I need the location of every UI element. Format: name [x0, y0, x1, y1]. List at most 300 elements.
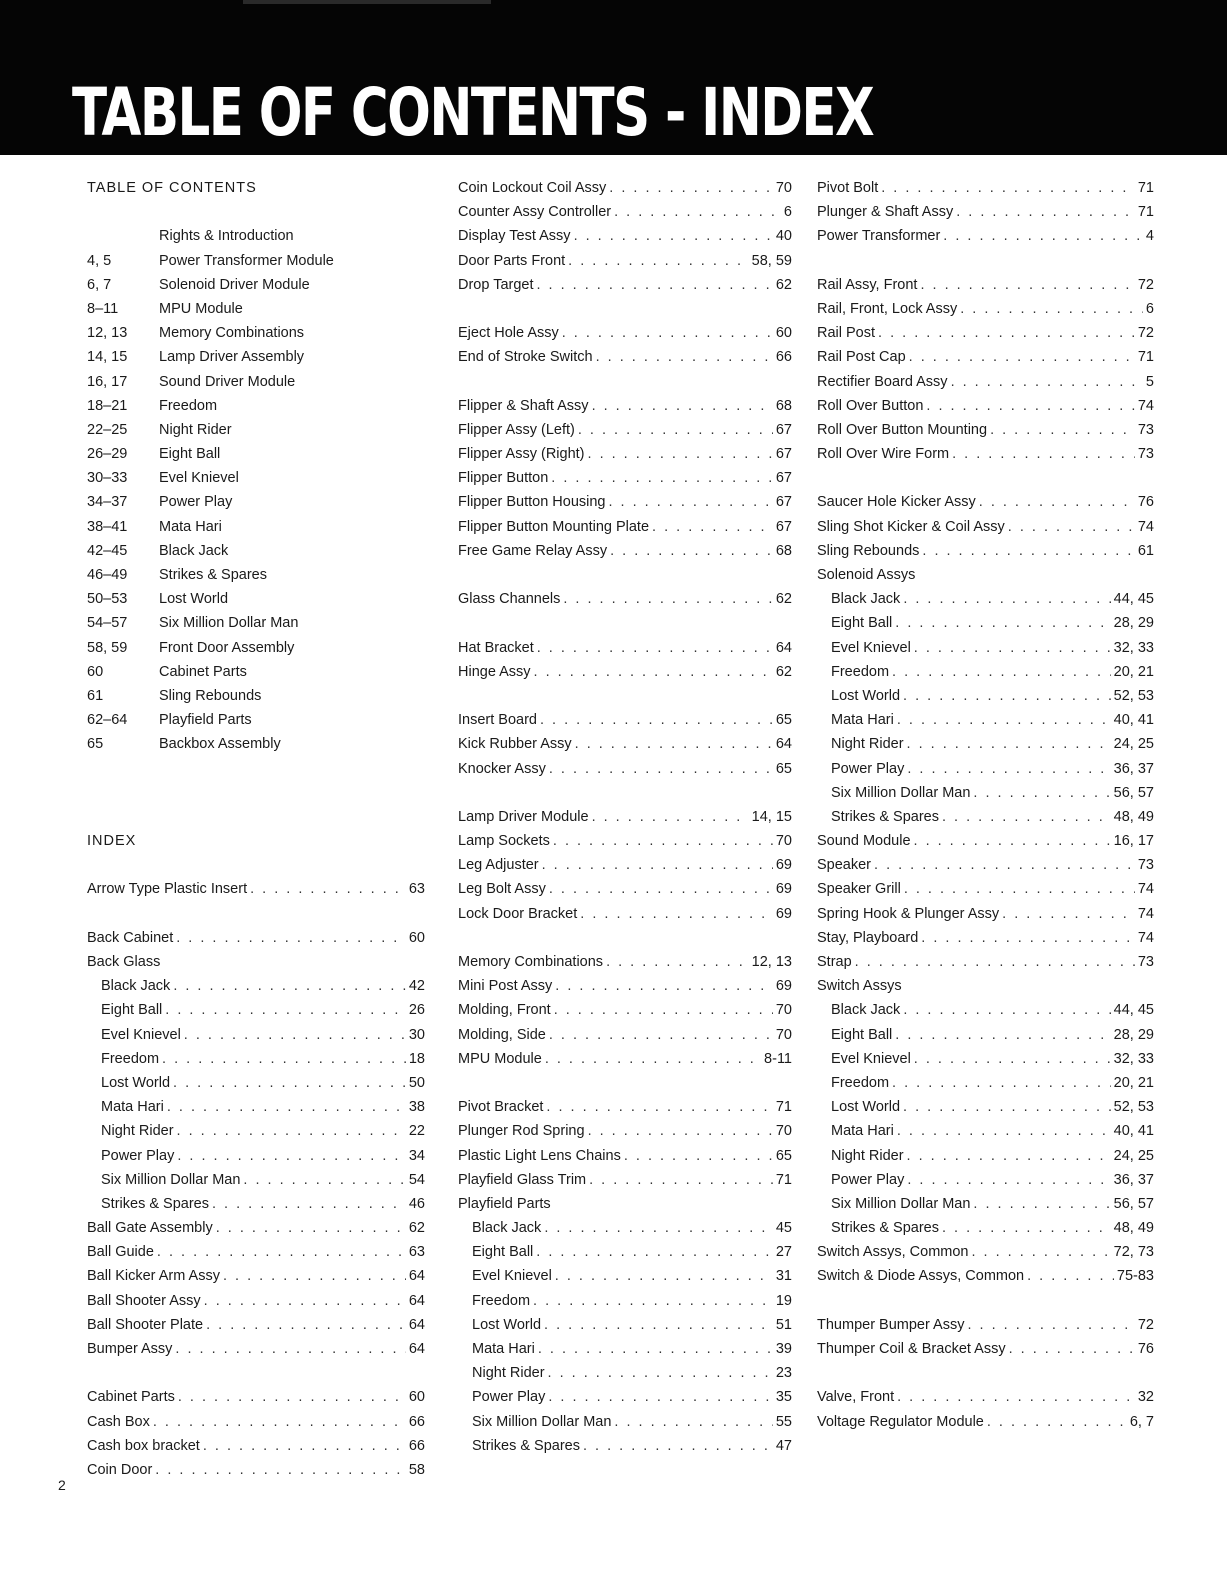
index-entry	[817, 1047, 1154, 1071]
index-entry-title: Six Million Dollar Man	[101, 1171, 241, 1188]
index-entry	[87, 1337, 425, 1361]
leader-dots	[562, 321, 773, 345]
index-entry	[817, 1144, 1154, 1168]
index-entry-title: Flipper Button Mounting Plate	[458, 518, 650, 535]
index-entry	[817, 853, 1154, 877]
index-entry	[817, 1385, 1154, 1409]
leader-dots	[1027, 1264, 1114, 1288]
index-entry-page: 71	[775, 1099, 792, 1116]
index-entry-title: Memory Combinations	[458, 954, 604, 970]
banner-rule	[243, 0, 491, 4]
toc-row-title: MPU Module	[159, 300, 243, 317]
index-entry-title: Flipper Assy (Right)	[458, 446, 585, 463]
leader-dots	[549, 1023, 773, 1047]
leader-dots	[1002, 902, 1135, 926]
leader-dots	[157, 1240, 406, 1264]
index-entry-title: Molding, Side	[458, 1026, 546, 1043]
leader-dots	[907, 1168, 1110, 1192]
leader-dots	[545, 1047, 761, 1071]
index-entry-page: 58	[408, 1461, 425, 1478]
leader-dots	[167, 1095, 406, 1119]
index-entry-title: Glass Channels	[458, 591, 561, 608]
index-entry-page: 63	[408, 881, 425, 898]
index-entry	[458, 1216, 792, 1240]
index-entry-title: Strap	[817, 954, 852, 970]
index-entry-page: 24, 25	[1113, 736, 1154, 753]
index-entry-page: 12, 13	[751, 954, 792, 970]
toc-row	[87, 370, 425, 394]
index-entry	[458, 490, 792, 514]
leader-dots	[537, 636, 773, 660]
spacer	[458, 684, 792, 708]
leader-dots	[909, 345, 1135, 369]
index-entry-page: 70	[775, 833, 792, 850]
leader-dots	[895, 611, 1110, 635]
index-entry-page: 62	[408, 1220, 425, 1237]
index-entry-title: Ball Kicker Arm Assy	[87, 1268, 220, 1285]
leader-dots	[926, 394, 1134, 418]
toc-heading: TABLE OF CONTENTS	[87, 180, 257, 196]
index-entry	[458, 1264, 792, 1288]
index-entry-page: 72	[1137, 276, 1154, 293]
index-entry	[458, 273, 792, 297]
index-entry-title: Eight Ball	[831, 615, 893, 632]
toc-row-title: Power Play	[159, 494, 233, 511]
index-entry-title: Arrow Type Plastic Insert	[87, 881, 248, 898]
toc-row-pages: 14, 15	[87, 349, 128, 366]
leader-dots	[548, 1361, 773, 1385]
index-entry	[817, 1313, 1154, 1337]
index-entry	[458, 998, 792, 1022]
index-entry-page: 73	[1137, 954, 1154, 970]
toc-row	[87, 611, 425, 635]
index-entry-page: 56, 57	[1113, 784, 1154, 801]
toc-row-title: Six Million Dollar Man	[159, 615, 299, 632]
index-entry-title: Ball Gate Assembly	[87, 1220, 213, 1237]
index-entry-page: 67	[775, 446, 792, 463]
spacer	[817, 466, 1154, 490]
index-entry	[817, 877, 1154, 901]
index-entry-title: Strikes & Spares	[472, 1437, 580, 1454]
index-entry-page: 44, 45	[1113, 591, 1154, 608]
index-entry-page: 20, 21	[1113, 1074, 1154, 1091]
leader-dots	[204, 1289, 406, 1313]
toc-row-pages: 65	[87, 736, 104, 753]
index-entry-title: Stay, Playboard	[817, 929, 919, 946]
index-entry-title: Playfield Glass Trim	[458, 1171, 587, 1188]
index-entry-title: Free Game Relay Assy	[458, 542, 608, 559]
index-entry-page: 36, 37	[1113, 1171, 1154, 1188]
index-entry-page: 62	[775, 663, 792, 680]
index-entry-page: 28, 29	[1113, 615, 1154, 632]
index-entry-page: 18	[408, 1050, 425, 1067]
toc-row	[87, 466, 425, 490]
index-entry-title: Spring Hook & Plunger Assy	[817, 905, 1000, 922]
index-entry	[458, 636, 792, 660]
index-entry	[458, 515, 792, 539]
toc-row-title: Power Transformer Module	[159, 252, 334, 269]
leader-dots	[895, 1023, 1110, 1047]
leader-dots	[952, 442, 1135, 466]
toc-row-title: Cabinet Parts	[159, 663, 247, 680]
index-entry-page: 45	[775, 1220, 792, 1237]
leader-dots	[942, 805, 1111, 829]
index-entry	[458, 757, 792, 781]
page-number: 2	[58, 1477, 66, 1493]
toc-row	[87, 442, 425, 466]
index-entry-title: Power Play	[101, 1147, 175, 1164]
leader-dots	[904, 877, 1135, 901]
leader-dots	[537, 273, 773, 297]
index-entry-title: Strikes & Spares	[831, 1220, 939, 1237]
index-entry	[87, 974, 425, 998]
index-entry-page: 4	[1145, 228, 1154, 245]
title-banner	[0, 0, 1227, 155]
index-entry-title: Flipper Assy (Left)	[458, 421, 575, 438]
index-entry-page: 6	[783, 204, 792, 221]
index-entry-title: Mata Hari	[101, 1099, 164, 1116]
index-entry-page: 70	[775, 1123, 792, 1140]
spacer	[458, 926, 792, 950]
leader-dots	[538, 1337, 773, 1361]
index-entry	[458, 1095, 792, 1119]
leader-dots	[536, 1240, 773, 1264]
index-entry	[87, 1192, 425, 1216]
index-entry-title: Insert Board	[458, 712, 537, 729]
index-entry	[817, 224, 1154, 248]
index-entry	[817, 563, 1154, 587]
index-entry-title: Molding, Front	[458, 1002, 551, 1019]
index-entry-page: 64	[775, 639, 792, 656]
toc-row-pages: 42–45	[87, 542, 128, 559]
index-entry	[817, 926, 1154, 950]
index-entry-title: Roll Over Button	[817, 397, 924, 414]
index-entry-title: Voltage Regulator Module	[817, 1413, 984, 1430]
leader-dots	[610, 539, 773, 563]
index-entry	[458, 805, 792, 829]
index-entry-title: Black Jack	[101, 978, 171, 995]
leader-dots	[175, 1337, 405, 1361]
index-entry-title: Lost World	[101, 1074, 171, 1091]
index-entry-title: Bumper Assy	[87, 1341, 173, 1357]
index-entry-page: 23	[775, 1365, 792, 1382]
spacer	[817, 1289, 1154, 1313]
index-entry-title: Switch & Diode Assys, Common	[817, 1268, 1025, 1285]
index-entry-title: Sling Rebounds	[817, 542, 920, 559]
index-entry-title: Display Test Assy	[458, 228, 571, 245]
index-entry-page: 73	[1137, 857, 1154, 874]
index-entry	[458, 466, 792, 490]
toc-row-pages: 38–41	[87, 518, 128, 535]
index-entry-title: MPU Module	[458, 1050, 542, 1067]
toc-row	[87, 636, 425, 660]
leader-dots	[578, 418, 773, 442]
index-entry	[87, 1240, 425, 1264]
index-entry	[817, 394, 1154, 418]
leader-dots	[907, 1144, 1111, 1168]
leader-dots	[165, 998, 406, 1022]
index-entry	[817, 1216, 1154, 1240]
index-entry-page: 6	[1145, 300, 1154, 317]
index-entry	[458, 1240, 792, 1264]
index-entry-title: Black Jack	[831, 591, 901, 608]
index-entry-title: Eight Ball	[472, 1244, 534, 1261]
index-entry-page: 31	[775, 1268, 792, 1285]
spacer	[817, 1361, 1154, 1385]
toc-row-pages: 6, 7	[87, 276, 112, 293]
leader-dots	[973, 1192, 1110, 1216]
index-entry-title: Night Rider	[831, 1147, 904, 1164]
index-entry-title: Door Parts Front	[458, 252, 566, 269]
spacer	[458, 563, 792, 587]
leader-dots	[897, 1385, 1135, 1409]
leader-dots	[153, 1410, 406, 1434]
leader-dots	[549, 877, 773, 901]
leader-dots	[580, 902, 773, 926]
toc-row-pages: 58, 59	[87, 639, 128, 656]
index-entry-page: 65	[775, 760, 792, 777]
index-entry-title: Freedom	[101, 1050, 160, 1067]
index-entry	[458, 394, 792, 418]
index-entry	[87, 1264, 425, 1288]
leader-dots	[544, 1313, 773, 1337]
index-entry-title: Night Rider	[101, 1123, 174, 1140]
index-entry-title: Eight Ball	[101, 1002, 163, 1019]
index-entry-title: Rectifier Board Assy	[817, 373, 948, 390]
index-entry-page: 71	[1137, 349, 1154, 366]
index-entry-title: Switch Assys, Common	[817, 1244, 969, 1261]
leader-dots	[534, 660, 773, 684]
index-entry-title: Eject Hole Assy	[458, 325, 559, 342]
index-entry-page: 74	[1137, 929, 1154, 946]
index-entry-title: Roll Over Wire Form	[817, 446, 950, 463]
toc-row	[87, 563, 425, 587]
leader-dots	[956, 200, 1135, 224]
index-entry-title: Plastic Light Lens Chains	[458, 1147, 621, 1164]
spacer	[458, 370, 792, 394]
leader-dots	[588, 1119, 773, 1143]
index-entry-page: 76	[1137, 494, 1154, 511]
index-entry-title: Six Million Dollar Man	[472, 1413, 612, 1430]
index-entry	[817, 950, 1154, 974]
leader-dots	[203, 1434, 406, 1458]
toc-row-pages: 54–57	[87, 615, 128, 632]
index-entry-page: 5	[1145, 373, 1154, 390]
index-entry-title: Lost World	[472, 1316, 542, 1333]
index-entry-title: Plunger & Shaft Assy	[817, 204, 954, 221]
index-entry-page: 46	[408, 1195, 425, 1212]
index-entry	[458, 200, 792, 224]
leader-dots	[892, 660, 1111, 684]
index-entry-title: Back Glass	[87, 954, 161, 970]
index-entry-title: Freedom	[831, 1074, 890, 1091]
leader-dots	[907, 732, 1111, 756]
index-entry	[817, 805, 1154, 829]
toc-row	[87, 394, 425, 418]
index-entry-page: 60	[408, 929, 425, 946]
index-entry-page: 22	[408, 1123, 425, 1140]
index-entry	[817, 1337, 1154, 1361]
leader-dots	[563, 587, 773, 611]
index-entry-title: Drop Target	[458, 276, 534, 293]
index-entry-page: 14, 15	[751, 808, 792, 825]
column-left	[87, 176, 425, 1482]
toc-row-pages: 22–25	[87, 421, 128, 438]
index-entry-title: Counter Assy Controller	[458, 204, 612, 221]
index-entry-title: Night Rider	[472, 1365, 545, 1382]
index-entry	[817, 660, 1154, 684]
index-entry-page: 65	[775, 1147, 792, 1164]
leader-dots	[176, 926, 406, 950]
index-entry-page: 73	[1137, 446, 1154, 463]
index-entry-page: 28, 29	[1113, 1026, 1154, 1043]
index-entry-title: Power Play	[831, 1171, 905, 1188]
index-entry-page: 55	[775, 1413, 792, 1430]
toc-row-title: Lost World	[159, 591, 229, 608]
spacer	[87, 1361, 425, 1385]
index-entry-title: Leg Adjuster	[458, 857, 539, 874]
index-entry	[87, 1313, 425, 1337]
index-entry-page: 27	[775, 1244, 792, 1261]
index-entry	[458, 1313, 792, 1337]
index-entry	[458, 1337, 792, 1361]
leader-dots	[903, 1095, 1111, 1119]
index-entry-title: Ball Shooter Plate	[87, 1316, 204, 1333]
leader-dots	[1008, 515, 1135, 539]
index-entry-page: 74	[1137, 881, 1154, 898]
index-entry-page: 72	[1137, 325, 1154, 342]
leader-dots	[1009, 1337, 1135, 1361]
index-entry	[817, 490, 1154, 514]
index-entry-title: Pivot Bracket	[458, 1099, 544, 1116]
toc-row	[87, 249, 425, 273]
toc-row-title: Sling Rebounds	[159, 687, 262, 704]
index-entry-title: Rail Post	[817, 325, 876, 342]
index-entry-title: Rail, Front, Lock Assy	[817, 300, 958, 317]
index-entry	[458, 1144, 792, 1168]
index-entry-page: 40	[775, 228, 792, 245]
index-entry	[817, 829, 1154, 853]
index-entry-page: 65	[775, 712, 792, 729]
index-entry-page: 71	[1137, 204, 1154, 221]
index-entry-page: 39	[775, 1341, 792, 1357]
leader-dots	[206, 1313, 406, 1337]
index-entry-title: Mata Hari	[831, 1123, 894, 1140]
index-entry-page: 76	[1137, 1341, 1154, 1357]
leader-dots	[855, 950, 1135, 974]
leader-dots	[177, 1144, 406, 1168]
index-entry	[817, 1240, 1154, 1264]
leader-dots	[903, 587, 1110, 611]
index-entry	[458, 660, 792, 684]
index-entry-page: 72	[1137, 1316, 1154, 1333]
index-entry	[458, 732, 792, 756]
index-entry	[458, 321, 792, 345]
index-entry	[87, 1144, 425, 1168]
spacer	[458, 1071, 792, 1095]
toc-row-title: Night Rider	[159, 421, 232, 438]
index-entry	[458, 224, 792, 248]
index-entry-page: 69	[775, 857, 792, 874]
leader-dots	[967, 1313, 1134, 1337]
toc-row	[87, 345, 425, 369]
index-entry-page: 64	[775, 736, 792, 753]
index-entry	[458, 176, 792, 200]
index-entry-title: Six Million Dollar Man	[831, 784, 971, 801]
index-entry-page: 30	[408, 1026, 425, 1043]
toc-row-pages: 4, 5	[87, 252, 112, 269]
index-entry-title: Flipper Button	[458, 470, 549, 487]
leader-dots	[990, 418, 1135, 442]
index-entry	[817, 974, 1154, 998]
index-entry-page: 40, 41	[1113, 1123, 1154, 1140]
index-entry-title: Playfield Parts	[458, 1195, 551, 1212]
index-entry-title: Strikes & Spares	[831, 808, 939, 825]
leader-dots	[555, 1264, 773, 1288]
index-entry	[817, 732, 1154, 756]
index-entry	[87, 1023, 425, 1047]
index-entry-page: 70	[775, 180, 792, 196]
index-entry-page: 68	[775, 542, 792, 559]
index-entry	[817, 587, 1154, 611]
index-entry-title: Lock Door Bracket	[458, 905, 578, 922]
toc-row	[87, 660, 425, 684]
index-entry-page: 74	[1137, 905, 1154, 922]
index-column-2	[458, 176, 792, 1458]
index-entry	[817, 708, 1154, 732]
index-entry	[817, 1192, 1154, 1216]
index-entry	[817, 684, 1154, 708]
toc-row	[87, 297, 425, 321]
leader-dots	[575, 732, 773, 756]
index-entry	[458, 1119, 792, 1143]
index-entry-title: Thumper Coil & Bracket Assy	[817, 1341, 1006, 1357]
index-entry-title: Flipper Button Housing	[458, 494, 606, 511]
index-entry-title: Evel Knievel	[831, 639, 911, 656]
index-entry-title: Power Transformer	[817, 228, 941, 245]
index-entry	[817, 176, 1154, 200]
leader-dots	[592, 805, 749, 829]
leader-dots	[555, 974, 773, 998]
index-entry-page: 52, 53	[1113, 1099, 1154, 1116]
index-entry-title: Leg Bolt Assy	[458, 881, 546, 898]
index-entry	[817, 1095, 1154, 1119]
index-entry-page: 56, 57	[1113, 1195, 1154, 1212]
index-entry-page: 34	[408, 1147, 425, 1164]
index-entry	[817, 1071, 1154, 1095]
index-entry-page: 74	[1137, 518, 1154, 535]
leader-dots	[907, 757, 1110, 781]
index-entry-page: 26	[408, 1002, 425, 1019]
leader-dots	[914, 829, 1111, 853]
toc-row	[87, 515, 425, 539]
index-entry-page: 54	[408, 1171, 425, 1188]
index-entry-page: 42	[408, 978, 425, 995]
index-entry-title: Strikes & Spares	[101, 1195, 209, 1212]
leader-dots	[184, 1023, 406, 1047]
index-entry	[87, 1458, 425, 1482]
index-entry	[458, 418, 792, 442]
index-entry-page: 71	[775, 1171, 792, 1188]
index-entry-title: Mata Hari	[472, 1341, 535, 1357]
leader-dots	[596, 345, 773, 369]
index-entry-title: Evel Knievel	[101, 1026, 181, 1043]
leader-dots	[892, 1071, 1111, 1095]
index-entry-page: 64	[408, 1316, 425, 1333]
toc-subheading-row	[87, 224, 425, 248]
leader-dots	[972, 1240, 1111, 1264]
index-entry	[817, 200, 1154, 224]
